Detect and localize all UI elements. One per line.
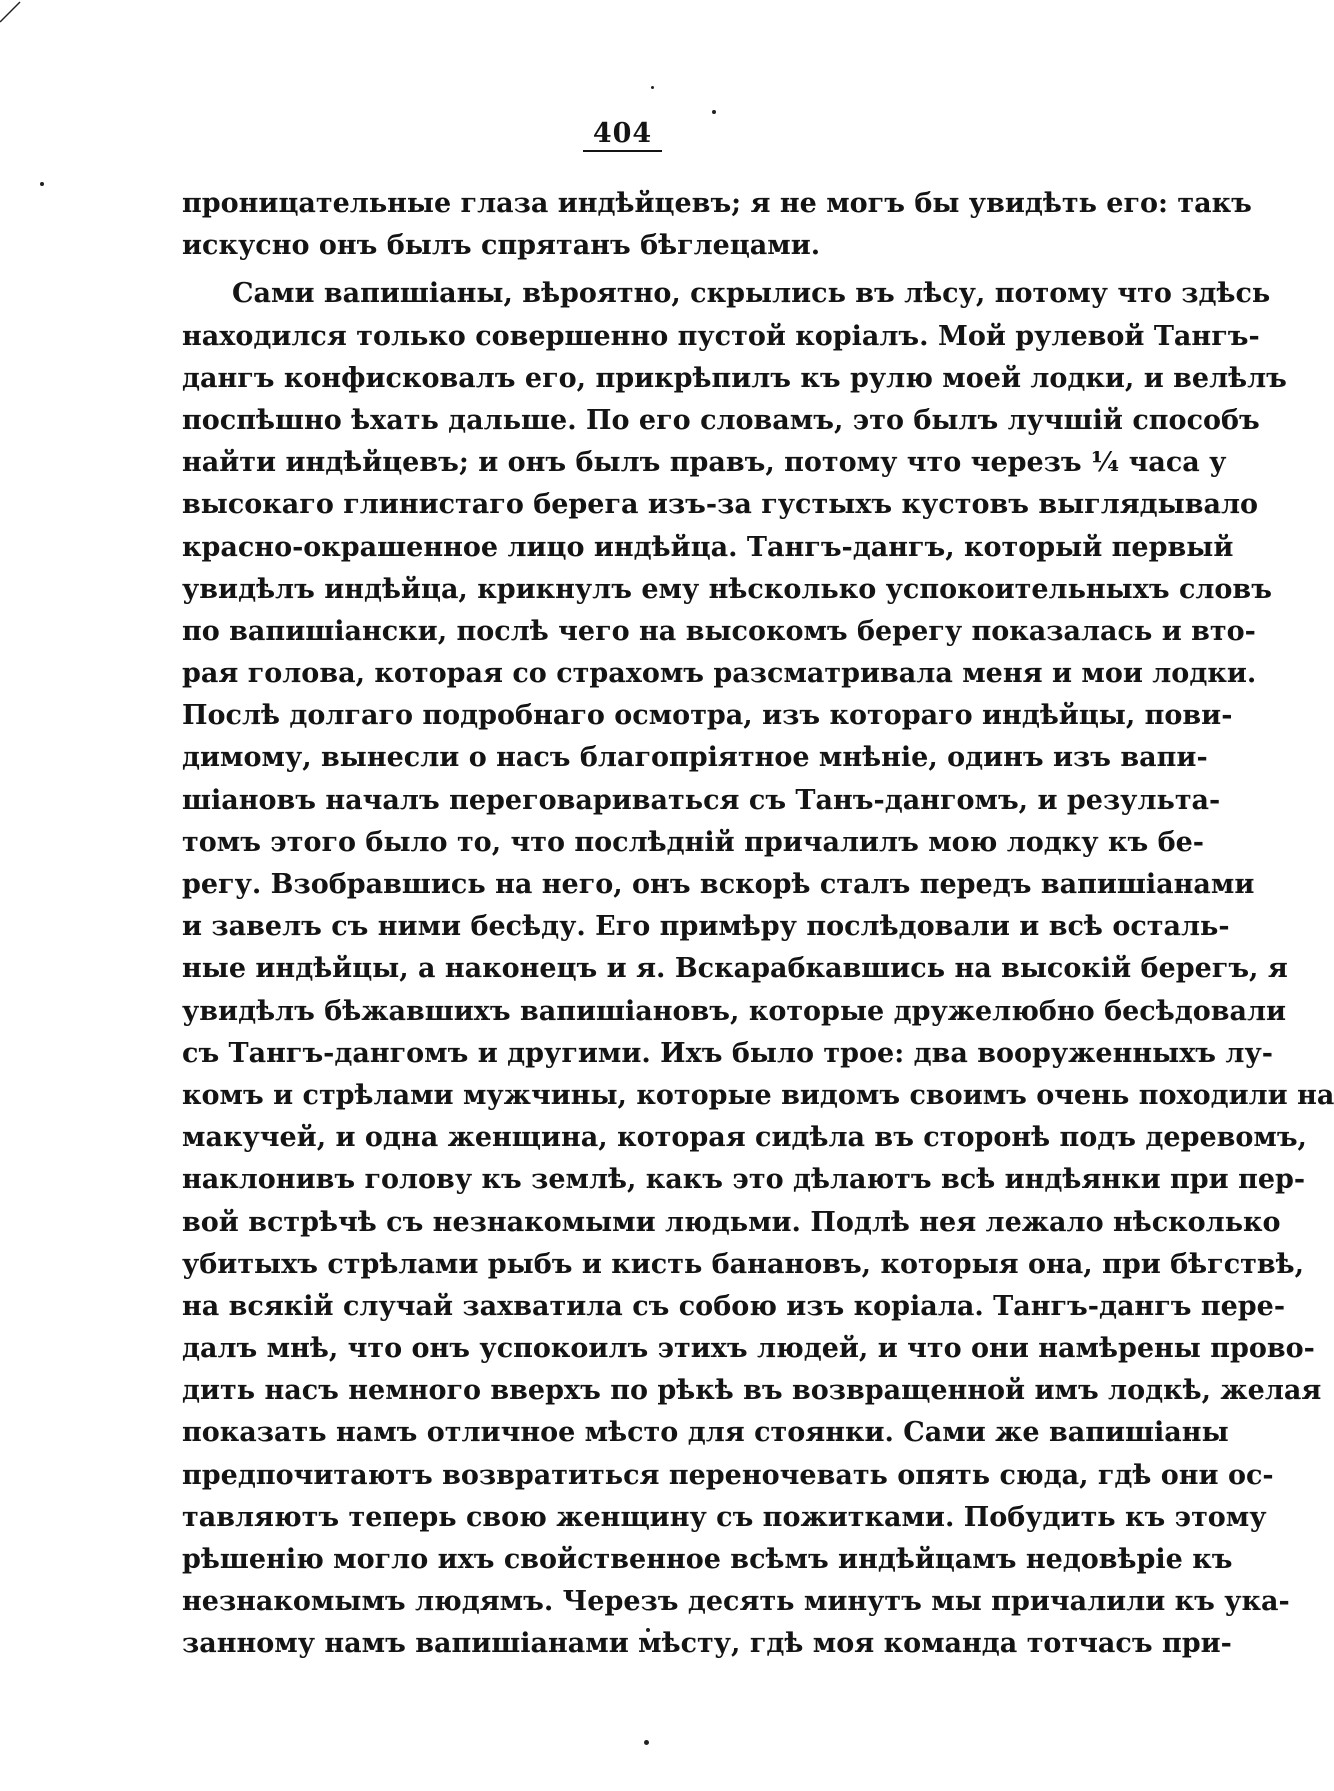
scan-speck: [651, 86, 654, 89]
body-text: [182, 183, 1334, 1666]
text-line: рѣшенію могло ихъ свойственное всѣмъ индѣйцамъ недовѣріе къ: [182, 1544, 1233, 1575]
text-line: шіановъ началъ переговариваться съ Танъ-дангомъ, и результа-: [182, 784, 1221, 816]
text-line: высокаго глинистаго берега изъ-за густыхъ кустовъ выглядывало: [182, 489, 1259, 521]
text-line: далъ мнѣ, что онъ успокоилъ этихъ людей, и что они намѣрены прово-: [182, 1333, 1315, 1365]
text-line: комъ и стрѣлами мужчины, которые видомъ своимъ очень походили на: [182, 1079, 1334, 1111]
text-line: Сами вапишіаны, вѣроятно, скрылись въ лѣсу, потому что здѣсь: [232, 278, 1271, 310]
scan-speck: [40, 182, 44, 186]
text-line: проницательные глаза индѣйцевъ; я не могъ бы увидѣть его: такъ: [182, 188, 1252, 219]
text-line: найти индѣйцевъ; и онъ былъ правъ, потому что черезъ ¼ часа у: [182, 447, 1227, 479]
text-line: увидѣлъ индѣйца, крикнулъ ему нѣсколько успокоительныхъ словъ: [182, 573, 1272, 605]
text-line: димому, вынесли о насъ благопріятное мнѣніе, одинъ изъ вапи-: [182, 742, 1208, 774]
text-line: дить насъ немного вверхъ по рѣкѣ въ возвращенной имъ лодкѣ, желая: [182, 1375, 1322, 1407]
text-line: и завелъ съ ними бесѣду. Его примѣру послѣдовали и всѣ осталь-: [182, 911, 1230, 943]
text-line: вой встрѣчѣ съ незнакомыми людьми. Подлѣ нея лежало нѣсколько: [182, 1206, 1281, 1238]
page-number: 404: [583, 118, 662, 152]
text-line: макучей, и одна женщина, которая сидѣла въ сторонѣ подъ деревомъ,: [182, 1122, 1307, 1154]
text-line: томъ этого было то, что послѣдній причалилъ мою лодку къ бе-: [182, 826, 1204, 858]
text-line: красно-окрашенное лицо индѣйца. Тангъ-дангъ, который первый: [182, 531, 1234, 563]
text-line: находился только совершенно пустой коріалъ. Мой рулевой Тангъ-: [182, 320, 1260, 352]
scan-speck: [644, 1740, 649, 1745]
text-line: дангъ конфисковалъ его, прикрѣпилъ къ рулю моей лодки, и велѣлъ: [182, 362, 1287, 394]
text-line: искусно онъ былъ спрятанъ бѣглецами.: [182, 230, 821, 262]
text-line: по вапишіански, послѣ чего на высокомъ берегу показалась и вто-: [182, 615, 1256, 647]
text-line: на всякій случай захватила съ собою изъ коріала. Тангъ-дангъ пере-: [182, 1290, 1286, 1322]
page-header: [180, 118, 1065, 152]
text-line: предпочитаютъ возвратиться переночевать опять сюда, гдѣ они ос-: [182, 1459, 1274, 1491]
text-line: ные индѣйцы, а наконецъ и я. Вскарабкавшись на высокій берегъ, я: [182, 953, 1288, 985]
text-line: наклонивъ голову къ землѣ, какъ это дѣлаютъ всѣ индѣянки при пер-: [182, 1164, 1306, 1196]
text-line: поспѣшно ѣхать дальше. По его словамъ, это былъ лучшій способъ: [182, 404, 1260, 436]
text-line: рая голова, которая со страхомъ разсматривала меня и мои лодки.: [182, 658, 1257, 690]
text-line: незнакомымъ людямъ. Черезъ десять минутъ мы причалили къ ука-: [182, 1586, 1290, 1618]
scan-speck: [712, 110, 716, 114]
text-line: Послѣ долгаго подробнаго осмотра, изъ котораго индѣйцы, пови-: [182, 700, 1233, 732]
text-line: показать намъ отличное мѣсто для стоянки. Сами же вапишіаны: [182, 1417, 1229, 1449]
text-line: увидѣлъ бѣжавшихъ вапишіановъ, которые дружелюбно бесѣдовали: [182, 995, 1287, 1027]
text-line: съ Тангъ-дангомъ и другими. Ихъ было трое: два вооруженныхъ лу-: [182, 1037, 1273, 1069]
text-line: занному намъ вапишіанами мѣсту, гдѣ моя команда тотчасъ при-: [182, 1628, 1232, 1660]
text-line: регу. Взобравшись на него, онъ вскорѣ сталъ передъ вапишіанами: [182, 869, 1255, 900]
text-line: тавляютъ теперь свою женщину съ пожитками. Побудить къ этому: [182, 1501, 1267, 1533]
text-line: убитыхъ стрѣлами рыбъ и кисть банановъ, которыя она, при бѣгствѣ,: [182, 1248, 1305, 1280]
corner-scan-mark: [0, 0, 24, 24]
